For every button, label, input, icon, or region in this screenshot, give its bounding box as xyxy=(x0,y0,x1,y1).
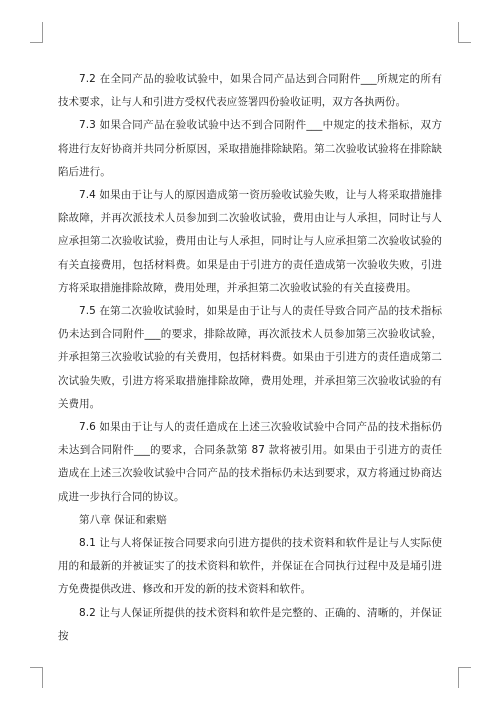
crop-mark-top-left xyxy=(30,22,43,43)
crop-mark-bottom-left xyxy=(30,667,43,688)
document-body xyxy=(58,68,442,648)
paragraph-7-3: 7.3 如果合同产品在验收试验中达不到合同附件___中规定的技术指标，双方将进行友好协商并共同分析原因，采取措施排除缺陷。第二次验收试验将在排除缺陷后进行。 xyxy=(58,119,442,178)
paragraph-7-4: 7.4 如果由于让与人的原因造成第一资历验收试验失败，让与人将采取措施排除故障，并再次派技术人员参加到二次验收试验，费用由让与人承担，同时让与人应承担第二次验收试验，费用由让与人承担，同时让与人应承担第二次验收试验的有关直接费用，包括材料费。如果是由于引进方的责任造成第一次验收失败，引进方将采取措施排除故障，费用处理，并承担第二次验收试验的有关直接费用。 xyxy=(58,189,442,294)
paragraph-7-6: 7.6 如果由于让与人的责任造成在上述三次验收试验中合同产品的技术指标仍未达到合同附件___的要求，合同条款第 87 款将被引用。如果由于引进方的责任造成在上述三次验收试验中合同产品的技术指标仍未达到要求，双方将通过协商达成进一步执行合同的协议。 xyxy=(58,421,442,503)
crop-mark-top-right xyxy=(458,22,471,43)
paragraph-7-2: 7.2 在全同产品的验收试验中，如果合同产品达到合同附件___所规定的所有技术要求，让与人和引进方受权代表应签署四份验收证明，双方各执两份。 xyxy=(58,73,442,109)
paragraph-8-2: 8.2 让与人保证所提供的技术资料和软件是完整的、正确的、清晰的，并保证按 xyxy=(58,606,442,642)
chapter-8-heading: 第八章 保证和索赔 xyxy=(79,513,167,526)
crop-mark-bottom-right xyxy=(458,667,471,688)
paragraph-7-5: 7.5 在第二次验收试验时，如果是由于让与人的责任导致合同产品的技术指标仍未达到合同附件___的要求，排除故障，再次派技术人员参加第三次验收试验，并承担第三次验收试验的有关费用，包括材料费。如果由于引进方的责任造成第二次试验失败，引进方将采取措施排除故障，费用处理，并承担第三次验收试验的有关费用。 xyxy=(58,305,442,410)
paragraph-8-1: 8.1 让与人将保证按合同要求向引进方提供的技术资料和软件是让与人实际使用的和最新的并被证实了的技术资料和软件，并保证在合同执行过程中及是埇引进方免费提供改进、修改和开发的新的技术资料和软件。 xyxy=(58,537,442,596)
